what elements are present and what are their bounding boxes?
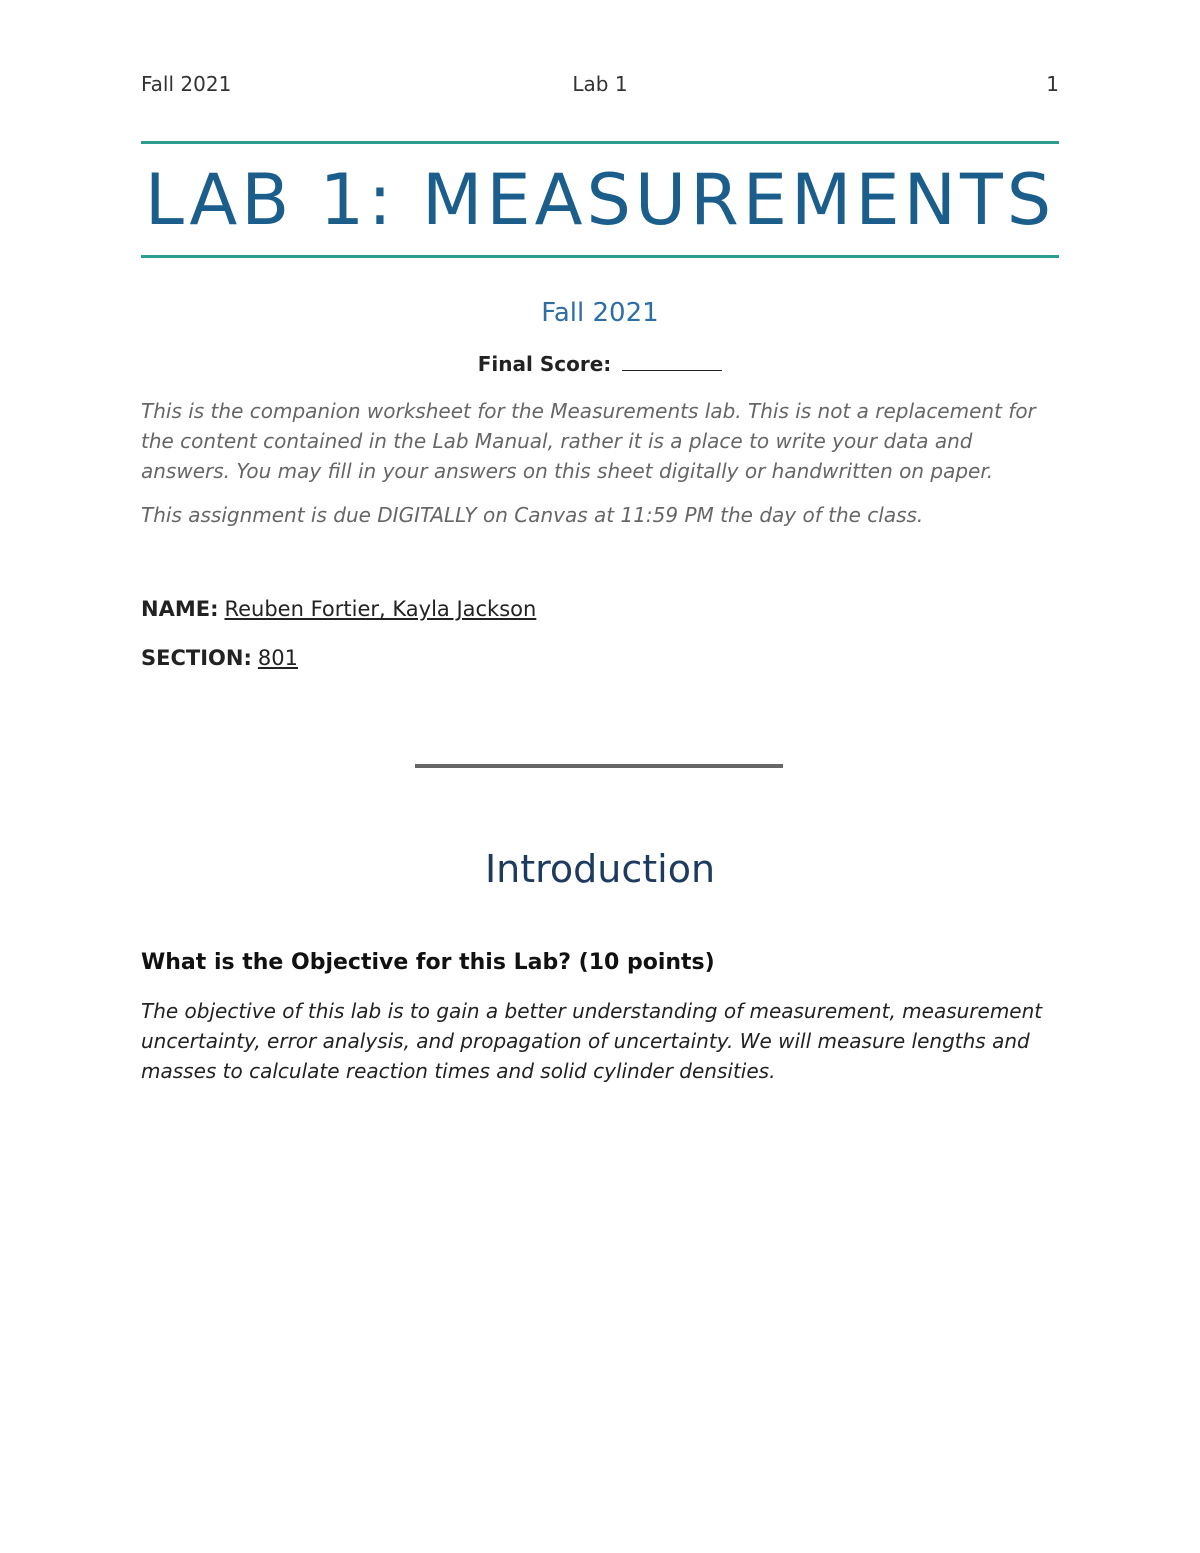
title-rule-bottom [141, 255, 1059, 258]
name-label: NAME: [141, 597, 219, 621]
introduction-heading: Introduction [484, 847, 716, 891]
final-score-label: Final Score: [477, 352, 612, 376]
page-number: 1 [1046, 72, 1059, 96]
final-score-blank [622, 350, 722, 371]
due-date-paragraph: This assignment is due DIGITALLY on Canvas at 11:59 PM the day of the class. [141, 503, 924, 527]
intro-paragraph: This is the companion worksheet for the Measurements lab. This is not a replacement for the content contained in the Lab Manual, rather it is a place to write your data and answers. You may fill in your answers on this sheet digitally or handwritten on paper. [141, 399, 1036, 483]
header-term: Fall 2021 [141, 72, 232, 96]
final-score [0, 350, 1200, 378]
page-subtitle: Fall 2021 [541, 298, 659, 328]
title-rule-top [141, 141, 1059, 144]
name-field [141, 594, 536, 624]
section-label: SECTION: [141, 646, 252, 670]
page-title: LAB 1: MEASUREMENTS [144, 159, 1056, 241]
section-field [141, 643, 298, 673]
section-value: 801 [257, 646, 298, 670]
header-lab: Lab 1 [572, 72, 628, 96]
objective-answer: The objective of this lab is to gain a better understanding of measurement, measurement uncertainty, error analysis, and propagation of uncertainty. We will measure lengths and masses to calculate reaction times and solid cylinder densities. [141, 999, 1043, 1083]
section-divider [415, 764, 783, 768]
name-value: Reuben Fortier, Kayla Jackson [224, 597, 537, 621]
objective-question: What is the Objective for this Lab? (10 points) [141, 950, 715, 975]
